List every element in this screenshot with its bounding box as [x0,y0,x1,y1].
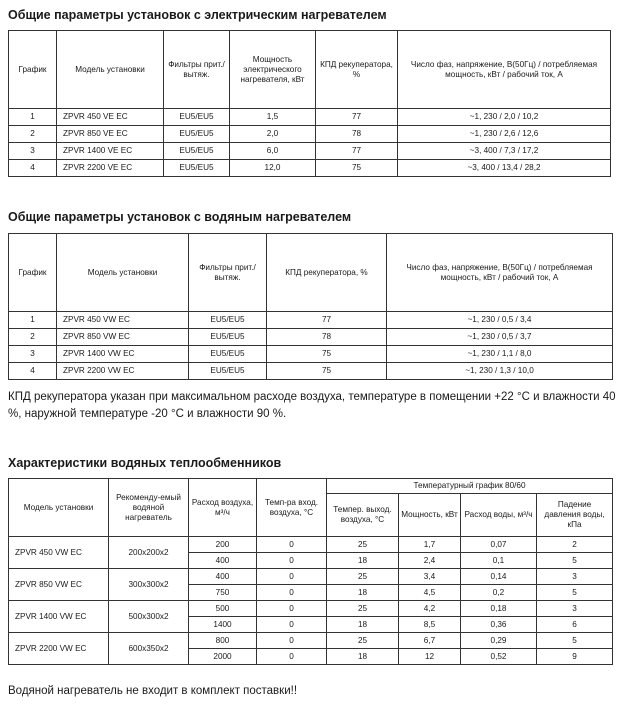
cell-pressure-drop: 6 [537,617,613,633]
cell-airflow: 400 [189,569,257,585]
cell-filters: EU5/EU5 [164,160,230,177]
cell-filters: EU5/EU5 [189,346,267,363]
cell-water-flow: 0,29 [461,633,537,649]
electric-heater-table [8,30,611,177]
header-electrical: Число фаз, напряжение, В(50Гц) / потребляемая мощность, кВт / рабочий ток, А [398,31,611,109]
table-row [9,109,611,126]
cell-model: ZPVR 850 VW EC [57,329,189,346]
cell-airflow: 800 [189,633,257,649]
header-efficiency: КПД рекуператора, % [316,31,398,109]
table-row [9,569,613,585]
cell-graph: 1 [9,109,57,126]
cell-water-flow: 0,14 [461,569,537,585]
cell-model: ZPVR 450 VW EC [9,537,109,569]
cell-water-flow: 0,07 [461,537,537,553]
cell-model: ZPVR 2200 VW EC [57,363,189,380]
header-heater: Рекоменду-емый водяной нагреватель [109,479,189,537]
table-row [9,126,611,143]
header-efficiency: КПД рекуператора, % [267,234,387,312]
cell-airflow: 2000 [189,649,257,665]
section3-title: Характеристики водяных теплообменников [8,456,282,470]
cell-graph: 3 [9,143,57,160]
cell-power: 4,2 [399,601,461,617]
cell-pressure-drop: 9 [537,649,613,665]
cell-model: ZPVR 1400 VW EC [57,346,189,363]
cell-water-flow: 0,36 [461,617,537,633]
cell-graph: 4 [9,363,57,380]
cell-pressure-drop: 5 [537,633,613,649]
cell-inlet-temp: 0 [257,649,327,665]
header-airflow: Расход воздуха, м³/ч [189,479,257,537]
cell-inlet-temp: 0 [257,569,327,585]
cell-electrical: ~1, 230 / 0,5 / 3,4 [387,312,613,329]
table-row [9,160,611,177]
cell-model: ZPVR 1400 VE EC [57,143,164,160]
cell-pressure-drop: 2 [537,537,613,553]
cell-filters: EU5/EU5 [164,109,230,126]
header-outlet-temp: Темпер. выход. воздуха, °С [327,494,399,537]
cell-water-flow: 0,2 [461,585,537,601]
cell-pressure-drop: 3 [537,569,613,585]
header-heater-power: Мощность электрического нагревателя, кВт [230,31,316,109]
cell-water-flow: 0,52 [461,649,537,665]
cell-model: ZPVR 2200 VW EC [9,633,109,665]
table-header-row [9,234,613,312]
cell-airflow: 400 [189,553,257,569]
header-electrical: Число фаз, напряжение, В(50Гц) / потребляемая мощность, кВт / рабочий ток, А [387,234,613,312]
section1-title: Общие параметры установок с электрическим нагревателем [8,8,387,22]
cell-power: 8,5 [399,617,461,633]
table-row [9,143,611,160]
cell-filters: EU5/EU5 [164,143,230,160]
cell-outlet-temp: 18 [327,585,399,601]
cell-graph: 2 [9,126,57,143]
header-model: Модель установки [9,479,109,537]
cell-heater-power: 6,0 [230,143,316,160]
table-row [9,363,613,380]
cell-outlet-temp: 18 [327,649,399,665]
header-model: Модель установки [57,31,164,109]
cell-outlet-temp: 18 [327,553,399,569]
cell-electrical: ~3, 400 / 7,3 / 17,2 [398,143,611,160]
cell-heater-power: 1,5 [230,109,316,126]
cell-efficiency: 78 [267,329,387,346]
cell-model: ZPVR 450 VW EC [57,312,189,329]
cell-water-flow: 0,1 [461,553,537,569]
cell-power: 12 [399,649,461,665]
cell-filters: EU5/EU5 [189,363,267,380]
cell-inlet-temp: 0 [257,537,327,553]
header-graph: График [9,31,57,109]
table-header-row [9,31,611,109]
cell-heater: 600x350x2 [109,633,189,665]
cell-outlet-temp: 25 [327,537,399,553]
cell-model: ZPVR 850 VW EC [9,569,109,601]
cell-graph: 3 [9,346,57,363]
cell-electrical: ~3, 400 / 13,4 / 28,2 [398,160,611,177]
cell-heater: 200x200x2 [109,537,189,569]
cell-outlet-temp: 25 [327,601,399,617]
cell-inlet-temp: 0 [257,553,327,569]
cell-power: 4,5 [399,585,461,601]
cell-model: ZPVR 450 VE EC [57,109,164,126]
cell-efficiency: 77 [316,143,398,160]
header-model: Модель установки [57,234,189,312]
water-heater-table [8,233,613,380]
cell-filters: EU5/EU5 [189,329,267,346]
header-power: Мощность, кВт [399,494,461,537]
header-water-flow: Расход воды, м³/ч [461,494,537,537]
cell-efficiency: 75 [267,363,387,380]
cell-inlet-temp: 0 [257,601,327,617]
cell-graph: 1 [9,312,57,329]
cell-inlet-temp: 0 [257,585,327,601]
cell-power: 3,4 [399,569,461,585]
cell-power: 6,7 [399,633,461,649]
cell-airflow: 750 [189,585,257,601]
cell-graph: 2 [9,329,57,346]
cell-pressure-drop: 5 [537,553,613,569]
cell-filters: EU5/EU5 [189,312,267,329]
cell-electrical: ~1, 230 / 2,6 / 12,6 [398,126,611,143]
cell-efficiency: 75 [267,346,387,363]
cell-inlet-temp: 0 [257,617,327,633]
header-filters: Фильтры прит./вытяж. [189,234,267,312]
table-row [9,346,613,363]
cell-airflow: 500 [189,601,257,617]
cell-electrical: ~1, 230 / 2,0 / 10,2 [398,109,611,126]
cell-pressure-drop: 5 [537,585,613,601]
efficiency-note: КПД рекуператора указан при максимальном расходе воздуха, температуре в помещении +22 °С и влажности 40 %, наружной температуре -20 °С и влажности 90 %. [8,391,616,420]
cell-airflow: 1400 [189,617,257,633]
cell-model: ZPVR 1400 VW EC [9,601,109,633]
cell-heater: 300x300x2 [109,569,189,601]
table-row [9,329,613,346]
table-row [9,312,613,329]
cell-airflow: 200 [189,537,257,553]
table-row [9,537,613,553]
cell-outlet-temp: 25 [327,633,399,649]
cell-heater: 500x300x2 [109,601,189,633]
cell-heater-power: 2,0 [230,126,316,143]
header-filters: Фильтры прит./ вытяж. [164,31,230,109]
table-row [9,601,613,617]
cell-efficiency: 77 [316,109,398,126]
water-heater-note: Водяной нагреватель не входит в комплект поставки!! [8,685,298,697]
cell-efficiency: 77 [267,312,387,329]
header-graph: График [9,234,57,312]
cell-efficiency: 78 [316,126,398,143]
cell-electrical: ~1, 230 / 1,1 / 8,0 [387,346,613,363]
cell-outlet-temp: 18 [327,617,399,633]
section2-title: Общие параметры установок с водяным нагревателем [8,210,352,224]
cell-electrical: ~1, 230 / 1,3 / 10,0 [387,363,613,380]
cell-electrical: ~1, 230 / 0,5 / 3,7 [387,329,613,346]
cell-filters: EU5/EU5 [164,126,230,143]
cell-heater-power: 12,0 [230,160,316,177]
cell-outlet-temp: 25 [327,569,399,585]
cell-model: ZPVR 2200 VE EC [57,160,164,177]
header-temperature-graph: Температурный график 80/60 [327,479,613,494]
cell-pressure-drop: 3 [537,601,613,617]
header-inlet-temp: Темп-ра вход. воздуха, °С [257,479,327,537]
cell-inlet-temp: 0 [257,633,327,649]
cell-power: 2,4 [399,553,461,569]
cell-model: ZPVR 850 VE EC [57,126,164,143]
cell-water-flow: 0,18 [461,601,537,617]
header-pressure-drop: Падение давления воды, кПа [537,494,613,537]
table-row [9,633,613,649]
cell-graph: 4 [9,160,57,177]
cell-power: 1,7 [399,537,461,553]
heat-exchanger-table [8,478,613,665]
cell-efficiency: 75 [316,160,398,177]
